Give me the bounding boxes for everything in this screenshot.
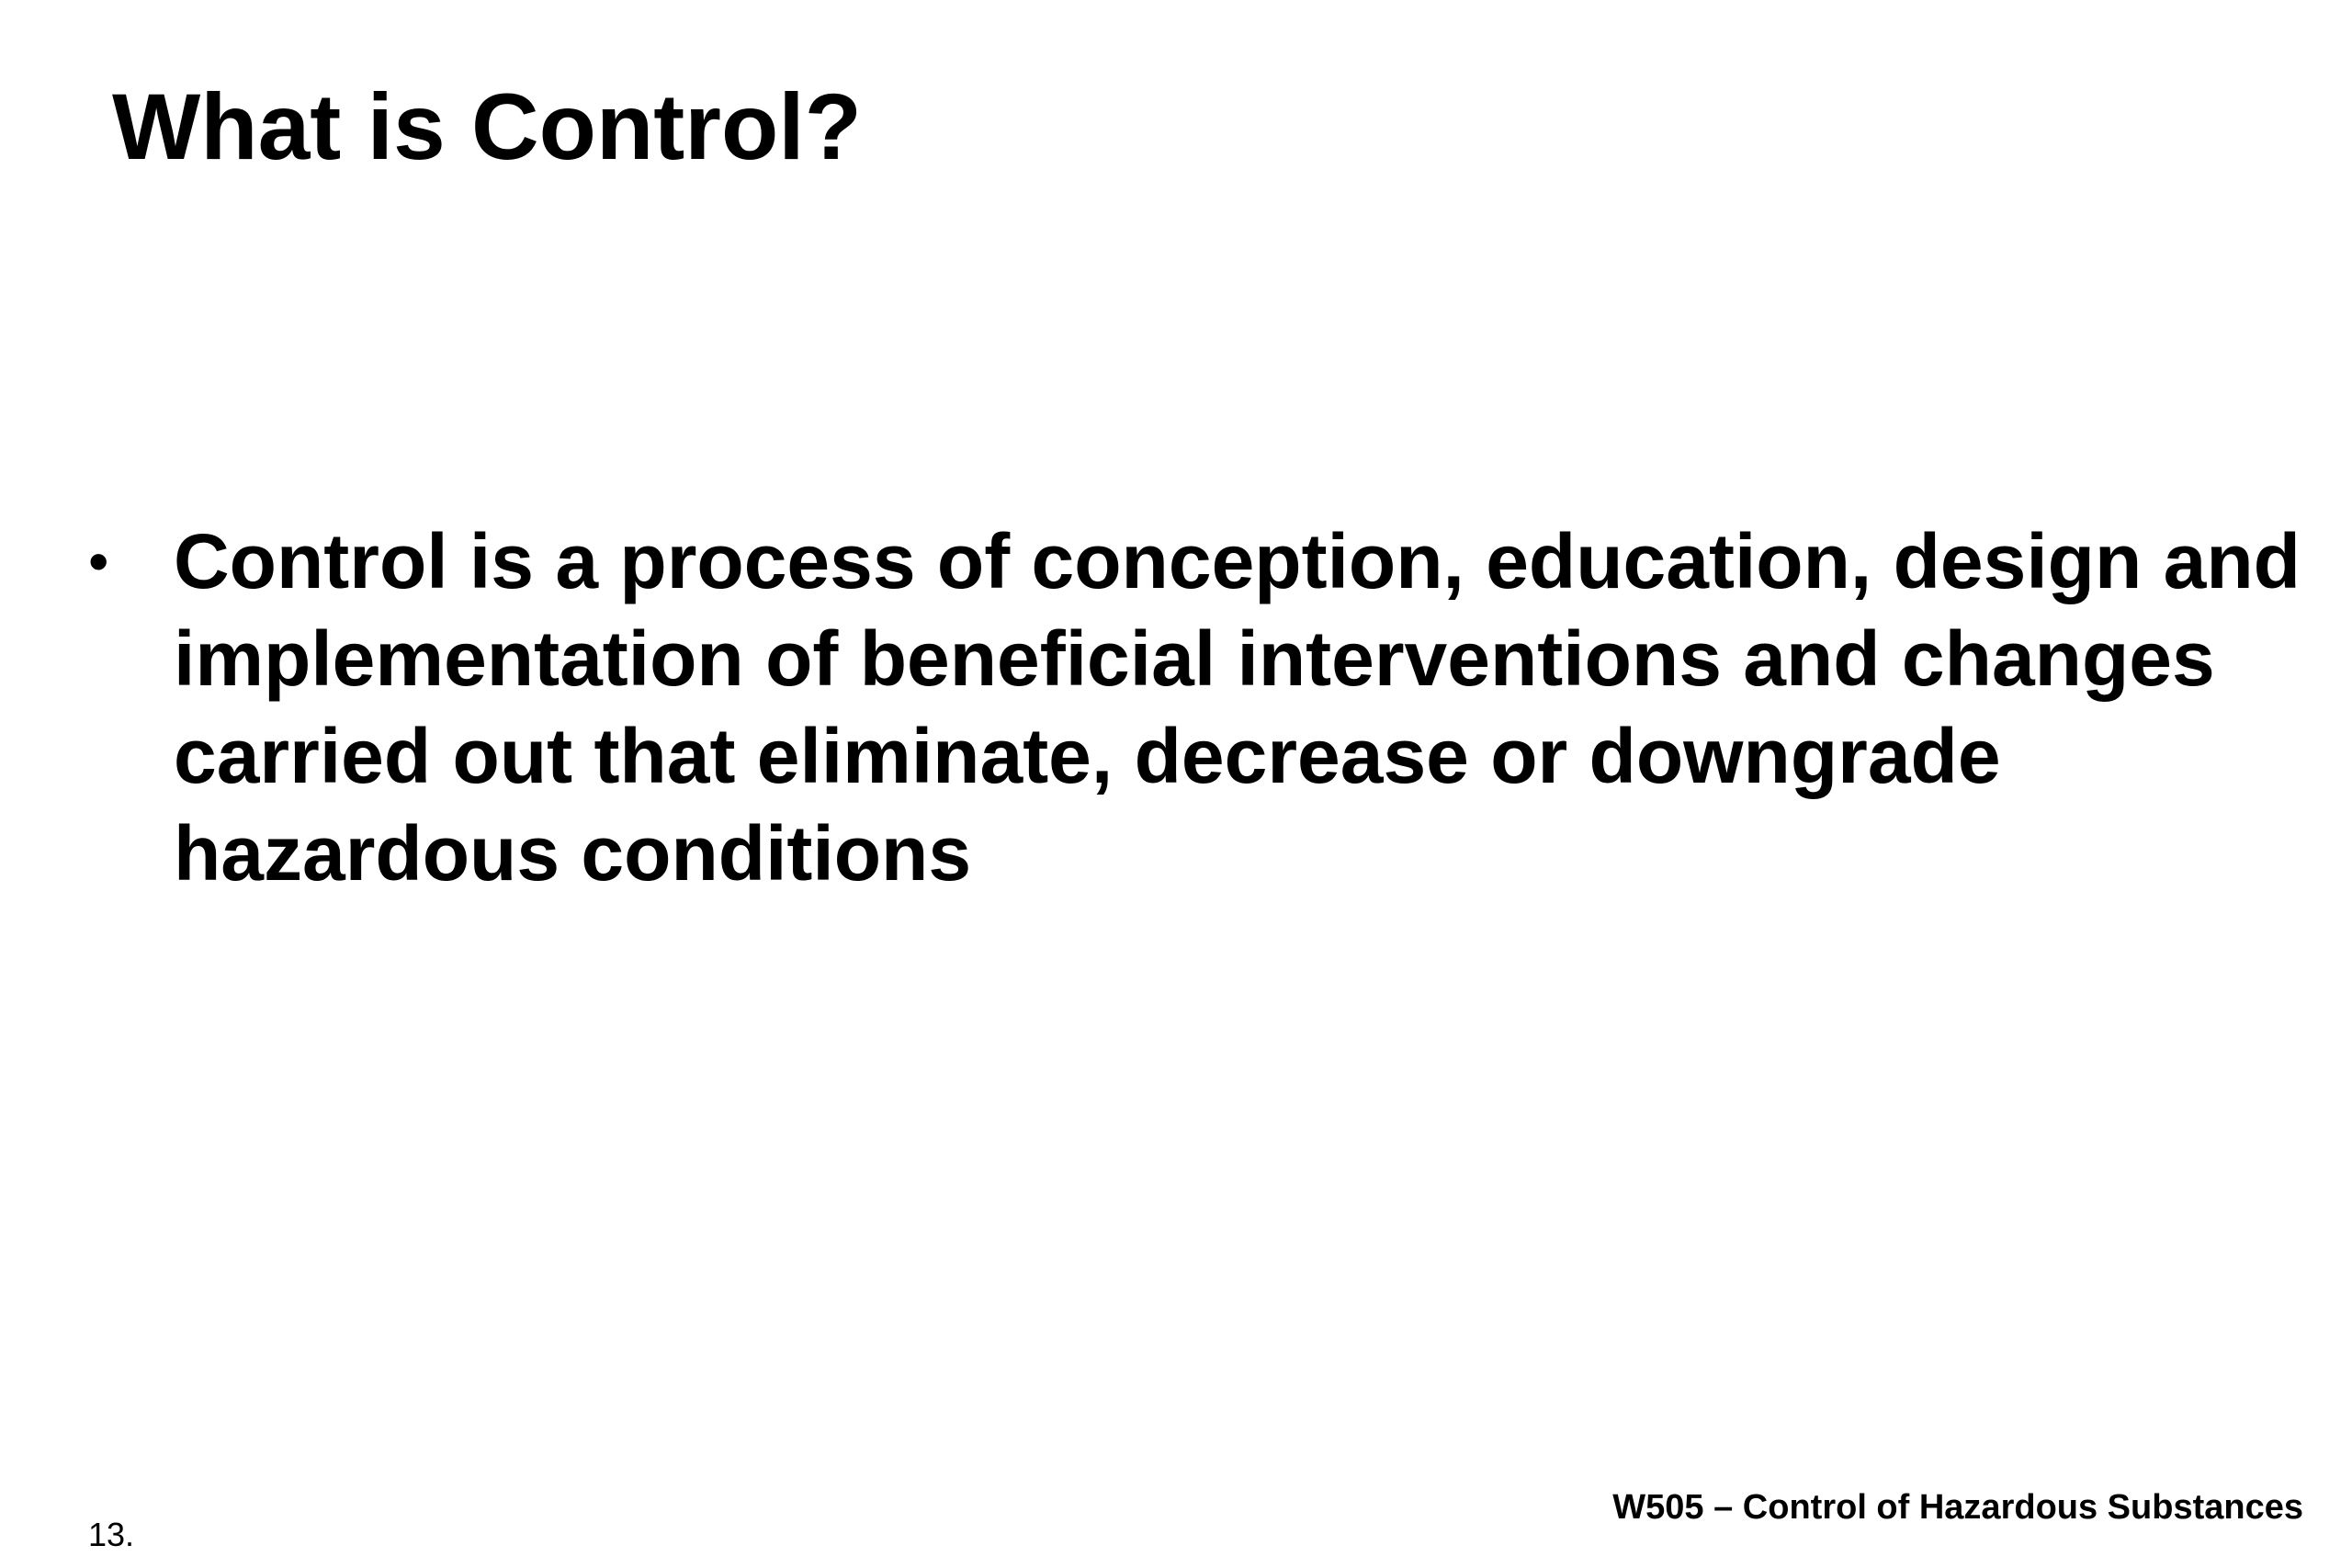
footer-course-title: W505 – Control of Hazardous Substances [1612, 1488, 2303, 1527]
bullet-item [88, 513, 2312, 902]
bullet-text: Control is a process of conception, education, design and implementation of beneficial interventions and changes carried out that eliminate, decrease or downgrade hazardous conditions [174, 518, 2301, 897]
slide-title: What is Control? [112, 74, 862, 179]
page-number: 13. [88, 1516, 135, 1553]
bullet-marker: • [88, 528, 109, 594]
bullet-list [88, 513, 2312, 902]
